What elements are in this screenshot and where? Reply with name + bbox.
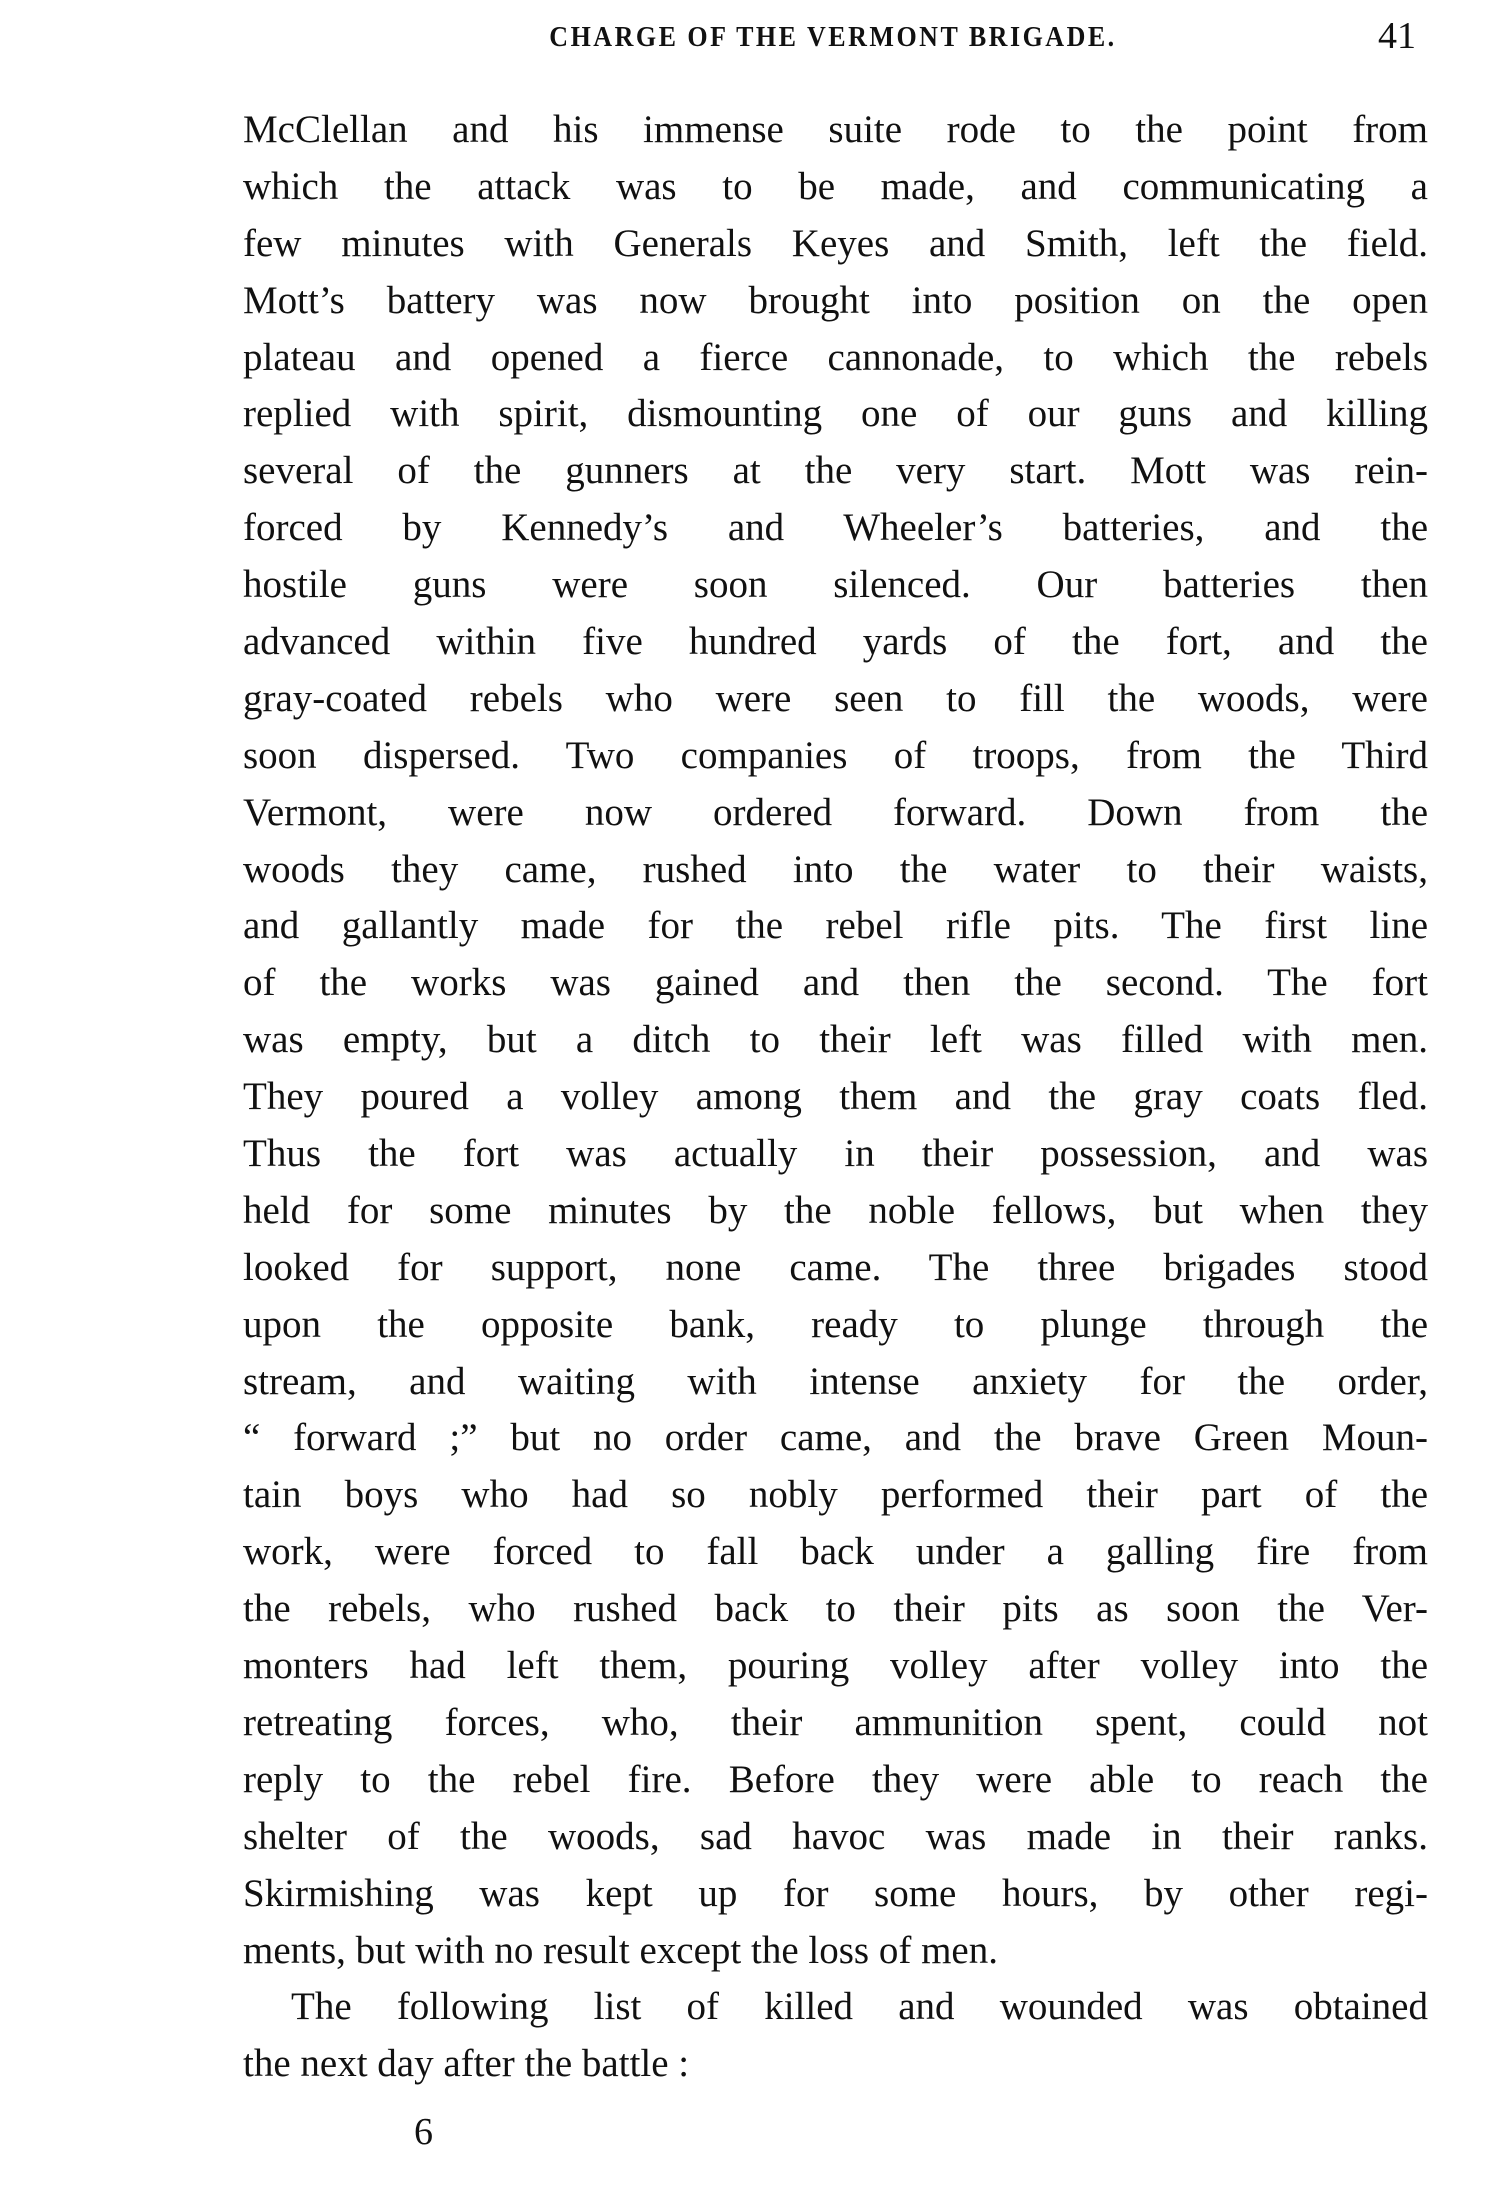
text-line: Thus the fort was actually in their possession, and was xyxy=(243,1132,1428,1176)
text-line: which the attack was to be made, and communicating a xyxy=(243,164,1428,208)
text-line: gray-coated rebels who were seen to fill the woods, were xyxy=(243,676,1428,720)
text-line: monters had left them, pouring volley after volley into the xyxy=(243,1644,1428,1688)
text-line: and gallantly made for the rebel rifle pits. The first line xyxy=(243,904,1428,948)
text-line: “ forward ;” but no order came, and the brave Green Moun- xyxy=(243,1416,1428,1460)
text-line: forced by Kennedy’s and Wheeler’s batteries, and the xyxy=(243,506,1428,550)
text-line: advanced within five hundred yards of the fort, and the xyxy=(243,620,1428,664)
text-line: looked for support, none came. The three brigades stood xyxy=(243,1245,1428,1289)
text-line: several of the gunners at the very start. Mott was rein- xyxy=(243,449,1428,493)
text-line: hostile guns were soon silenced. Our batteries then xyxy=(243,563,1428,607)
text-line: ments, but with no result except the loss of men. xyxy=(243,1928,998,1972)
text-line: few minutes with Generals Keyes and Smith, left the field. xyxy=(243,221,1428,265)
text-line: Mott’s battery was now brought into position on the open xyxy=(243,278,1428,322)
text-line: shelter of the woods, sad havoc was made in their ranks. xyxy=(243,1814,1428,1858)
page-header xyxy=(0,14,1504,58)
text-line: Vermont, were now ordered forward. Down from the xyxy=(243,790,1428,834)
text-line: replied with spirit, dismounting one of our guns and killing xyxy=(243,392,1428,436)
text-line: McClellan and his immense suite rode to the point from xyxy=(243,108,1428,151)
signature-mark: 6 xyxy=(414,2111,433,2153)
text-line: plateau and opened a fierce cannonade, to which the rebels xyxy=(243,335,1428,379)
text-line: was empty, but a ditch to their left was filled with men. xyxy=(243,1018,1428,1062)
body-text xyxy=(243,102,1428,2093)
text-line: Skirmishing was kept up for some hours, by other regi- xyxy=(243,1871,1428,1915)
text-line: held for some minutes by the noble fellows, but when they xyxy=(243,1188,1428,1232)
text-line: retreating forces, who, their ammunition spent, could not xyxy=(243,1700,1428,1744)
text-line: work, were forced to fall back under a galling fire from xyxy=(243,1530,1428,1574)
text-line: tain boys who had so nobly performed their part of the xyxy=(243,1473,1428,1517)
text-line: upon the opposite bank, ready to plunge through the xyxy=(243,1302,1428,1346)
text-line: stream, and waiting with intense anxiety for the order, xyxy=(243,1359,1428,1403)
text-line: soon dispersed. Two companies of troops, from the Third xyxy=(243,733,1428,777)
text-line: the next day after the battle : xyxy=(243,2042,690,2086)
text-line: reply to the rebel fire. Before they were able to reach the xyxy=(243,1757,1428,1801)
text-line: woods they came, rushed into the water to their waists, xyxy=(243,847,1428,891)
text-line: the rebels, who rushed back to their pits as soon the Ver- xyxy=(243,1587,1428,1631)
running-title: CHARGE OF THE VERMONT BRIGADE. xyxy=(549,20,1117,53)
text-line: of the works was gained and then the second. The fort xyxy=(243,961,1428,1005)
page-number: 41 xyxy=(1378,15,1416,57)
text-line: The following list of killed and wounded was obtained xyxy=(291,1985,1428,2029)
text-line: They poured a volley among them and the gray coats fled. xyxy=(243,1075,1428,1119)
